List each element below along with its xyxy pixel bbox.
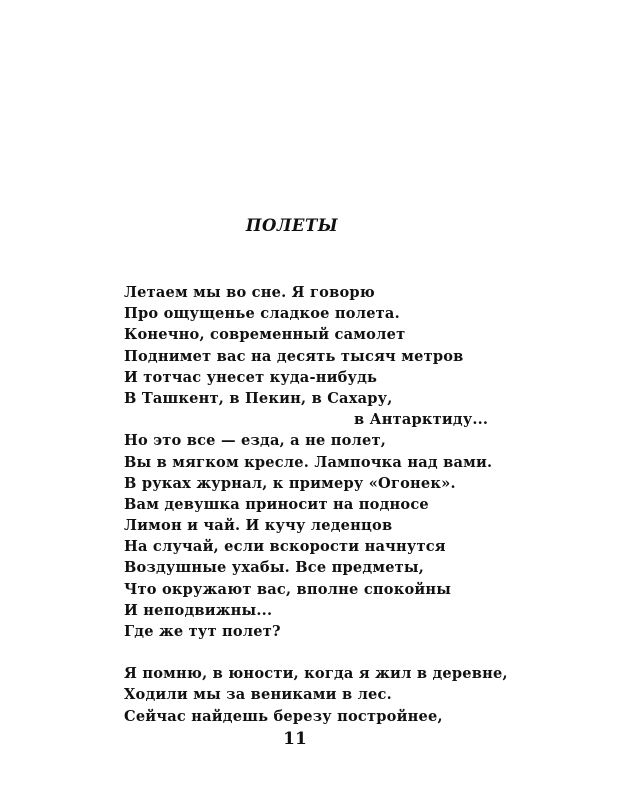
stanza-2: [124, 663, 524, 727]
poem-line: Что окружают вас, вполне спокойны: [124, 580, 452, 598]
poem-line: Летаем мы во сне. Я говорю: [124, 284, 375, 301]
poem-body: [124, 282, 524, 727]
page-number: 11: [283, 729, 307, 749]
poem-line: В Ташкент, в Пекин, в Сахару,: [124, 389, 393, 407]
poem-line: Где же тут полет?: [124, 623, 281, 640]
poem-line: И неподвижны...: [124, 601, 273, 619]
poem-title: ПОЛЕТЫ: [245, 216, 339, 235]
poem-line: Я помню, в юности, когда я жил в деревне,: [124, 665, 508, 683]
poem-line: Ходили мы за вениками в лес.: [124, 686, 392, 704]
stanza-1: [124, 282, 524, 642]
stanza-gap: [124, 642, 524, 663]
poem-line: Воздушные ухабы. Все предметы,: [124, 559, 425, 577]
poem-line: Сейчас найдешь березу постройнее,: [124, 707, 443, 725]
poem-line: Лимон и чай. И кучу леденцов: [124, 517, 393, 535]
poem-line-indented: в Антарктиду...: [354, 411, 489, 429]
poem-line: Про ощущенье сладкое полета.: [124, 305, 400, 323]
poem-line: И тотчас унесет куда-нибудь: [124, 368, 378, 386]
poem-line: Поднимет вас на десять тысяч метров: [124, 347, 464, 365]
poem-line: В руках журнал, к примеру «Огонек».: [124, 474, 456, 492]
poem-line: На случай, если вскорости начнутся: [124, 538, 446, 556]
poem-line: Вы в мягком кресле. Лампочка над вами.: [124, 453, 493, 471]
poem-line: Вам девушка приносит на подносе: [124, 495, 429, 513]
poem-line: Конечно, современный самолет: [124, 326, 406, 344]
poem-line: Но это все — езда, а не полет,: [124, 432, 387, 450]
